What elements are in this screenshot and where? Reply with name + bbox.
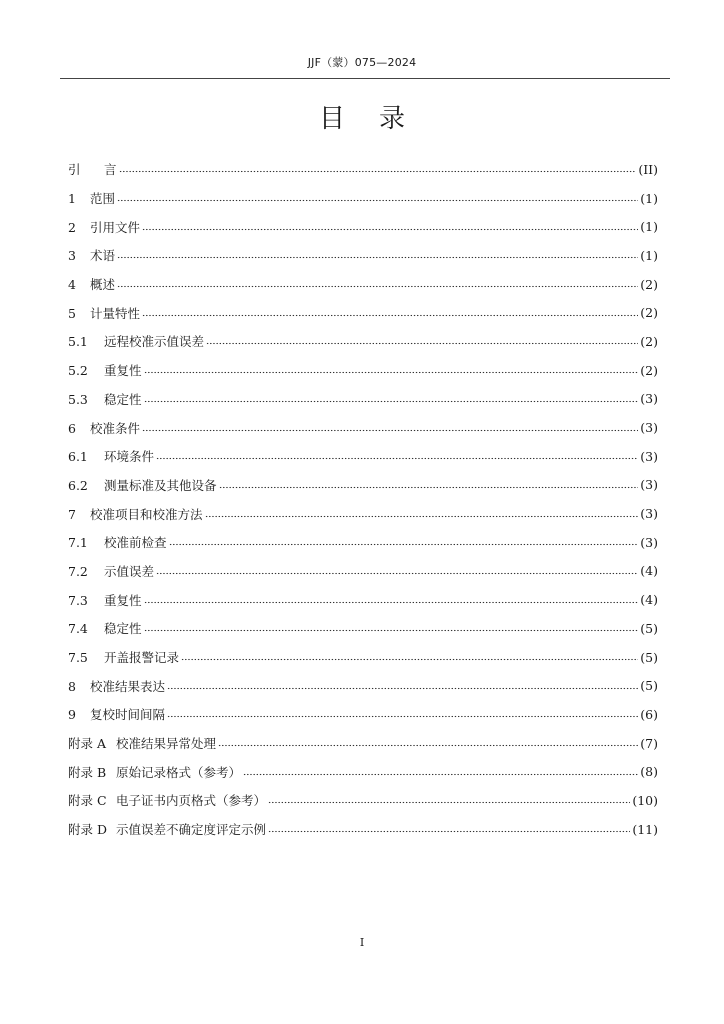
header-divider <box>60 78 670 79</box>
dot-leader <box>117 279 638 289</box>
dot-leader <box>218 738 638 748</box>
toc-entry-page: (10) <box>632 792 658 808</box>
toc-entry[interactable] <box>68 557 658 586</box>
toc-entry[interactable] <box>68 700 658 729</box>
toc-entry-page: (1) <box>640 190 658 206</box>
toc-entry-title: 引用文件 <box>90 219 141 235</box>
toc-entry[interactable] <box>68 786 658 815</box>
dot-leader <box>144 623 639 633</box>
dot-leader <box>169 537 639 547</box>
toc-entry-label <box>68 275 115 293</box>
toc-entry-number: 3 <box>68 248 76 264</box>
toc-entry-label <box>68 791 266 809</box>
toc-entry-title: 复校时间间隔 <box>90 707 166 723</box>
toc-entry-label <box>68 820 266 838</box>
dot-leader <box>144 595 639 605</box>
toc-entry-title: 校准项目和校准方法 <box>90 506 203 522</box>
dot-leader <box>219 480 639 490</box>
toc-entry-title: 测量标准及其他设备 <box>104 477 217 493</box>
toc-entry[interactable] <box>68 729 658 758</box>
toc-entry-title: 校准结果表达 <box>90 678 166 694</box>
toc-entry[interactable] <box>68 757 658 786</box>
dot-leader <box>268 824 630 834</box>
dot-leader <box>119 164 637 174</box>
dot-leader <box>156 451 638 461</box>
toc-entry[interactable] <box>68 643 658 672</box>
toc-entry-label <box>68 677 165 695</box>
dot-leader <box>144 365 639 375</box>
dot-leader <box>181 652 638 662</box>
dot-leader <box>142 423 638 433</box>
toc-entry-number: 6 <box>68 420 76 436</box>
toc-entry-title: 校准前检查 <box>104 535 167 551</box>
toc-entry-title: 言 <box>104 162 117 178</box>
toc-entry-title: 校准结果异常处理 <box>116 736 217 752</box>
toc-entry-number: 7.2 <box>68 563 88 579</box>
toc-entry-number: 6.1 <box>68 449 88 465</box>
toc-entry-title: 示值误差不确定度评定示例 <box>116 822 267 838</box>
dot-leader <box>156 566 638 576</box>
dot-leader <box>243 767 638 777</box>
toc-entry-label <box>68 648 179 666</box>
toc-entry-title: 稳定性 <box>104 621 142 637</box>
toc-entry-number: 7.4 <box>68 621 88 637</box>
toc-entry-label <box>68 246 115 264</box>
toc-entry-label <box>68 505 203 523</box>
toc-entry-title: 电子证书内页格式（参考） <box>116 793 267 809</box>
toc-entry[interactable] <box>68 442 658 471</box>
toc-entry-title: 重复性 <box>104 592 142 608</box>
toc-entry-title: 范围 <box>90 191 116 207</box>
toc-entry-number: 附录 C <box>68 793 107 809</box>
toc-entry-page: (2) <box>640 362 658 378</box>
toc-entry-number: 附录 D <box>68 822 107 838</box>
toc-title: 目录 <box>318 104 439 134</box>
toc-entry-page: (5) <box>640 678 658 694</box>
toc-entry-label <box>68 476 217 494</box>
toc-entry-page: (3) <box>640 420 658 436</box>
toc-entry-number: 引 <box>68 162 81 178</box>
toc-entry[interactable] <box>68 413 658 442</box>
toc-entry-title: 校准条件 <box>90 420 141 436</box>
toc-entry-label <box>68 705 165 723</box>
toc-entry-number: 5 <box>68 305 76 321</box>
toc-entry-label <box>68 390 142 408</box>
toc-entry-number: 7.3 <box>68 592 88 608</box>
toc-entry-label <box>68 734 216 752</box>
dot-leader <box>142 222 638 232</box>
toc-entry-page: (4) <box>640 592 658 608</box>
toc-entry-number: 附录 A <box>68 736 107 752</box>
toc-entry[interactable] <box>68 241 658 270</box>
dot-leader <box>117 250 638 260</box>
toc-entry-title: 开盖报警记录 <box>104 650 180 666</box>
toc-entry[interactable] <box>68 270 658 299</box>
toc-entry-number: 7.1 <box>68 535 88 551</box>
toc-entry[interactable] <box>68 327 658 356</box>
toc-entry-number: 5.3 <box>68 391 88 407</box>
toc-entry-title: 远程校准示值误差 <box>104 334 205 350</box>
toc-entry[interactable] <box>68 815 658 844</box>
toc-entry-page: (3) <box>640 448 658 464</box>
dot-leader <box>117 193 638 203</box>
toc-entry-number: 附录 B <box>68 764 107 780</box>
toc-entry-page: (11) <box>632 821 658 837</box>
toc-entry-label <box>68 304 140 322</box>
toc-entry-label <box>68 160 117 178</box>
toc-entry[interactable] <box>68 155 658 184</box>
toc-entry[interactable] <box>68 614 658 643</box>
toc-entry[interactable] <box>68 499 658 528</box>
toc-entry-page: (5) <box>640 620 658 636</box>
toc-entry-label <box>68 533 167 551</box>
toc-entry-title: 环境条件 <box>104 449 155 465</box>
document-code: JJF（蒙）075—2024 <box>307 56 417 69</box>
toc-entry-page: (3) <box>640 534 658 550</box>
toc-entry-page: (3) <box>640 391 658 407</box>
toc-entry-label <box>68 361 142 379</box>
toc-entry-title: 示值误差 <box>104 563 155 579</box>
toc-entry[interactable] <box>68 528 658 557</box>
toc-entry-label <box>68 419 140 437</box>
toc-entry-number: 9 <box>68 707 76 723</box>
toc-entry-title: 概述 <box>90 277 116 293</box>
toc-entry-number: 2 <box>68 219 76 235</box>
dot-leader <box>167 681 638 691</box>
toc-entry-title: 稳定性 <box>104 391 142 407</box>
dot-leader <box>205 509 639 519</box>
toc-entry-number: 5.2 <box>68 363 88 379</box>
toc-entry-label <box>68 562 154 580</box>
toc-entry-page: (7) <box>640 735 658 751</box>
page-number: I <box>359 936 365 949</box>
toc-entry-title: 术语 <box>90 248 116 264</box>
toc-entry-page: (5) <box>640 649 658 665</box>
toc-entry-page: (3) <box>640 477 658 493</box>
toc-entry[interactable] <box>68 471 658 500</box>
toc-entry-page: (2) <box>640 333 658 349</box>
toc-entry-number: 7 <box>68 506 76 522</box>
toc-entry-title: 重复性 <box>104 363 142 379</box>
toc-entry-label <box>68 218 140 236</box>
toc-entry-label <box>68 619 142 637</box>
toc-entry-page: (1) <box>640 247 658 263</box>
toc-entry-number: 4 <box>68 277 76 293</box>
toc-entry[interactable] <box>68 212 658 241</box>
toc-entry-number: 7.5 <box>68 650 88 666</box>
toc-entry-page: (4) <box>640 563 658 579</box>
toc-entry-label <box>68 763 241 781</box>
toc-entry[interactable] <box>68 184 658 213</box>
toc-entry-number: 1 <box>68 191 76 207</box>
dot-leader <box>167 709 638 719</box>
dot-leader <box>144 394 639 404</box>
toc-entry-label <box>68 591 142 609</box>
toc-entry-number: 5.1 <box>68 334 88 350</box>
toc-entry[interactable] <box>68 385 658 414</box>
toc-entry-number: 8 <box>68 678 76 694</box>
toc-entry[interactable] <box>68 671 658 700</box>
toc-entry-label <box>68 332 204 350</box>
table-of-contents <box>68 155 658 844</box>
toc-entry-page: (6) <box>640 706 658 722</box>
toc-entry-label <box>68 447 154 465</box>
toc-entry-page: (II) <box>638 161 658 177</box>
dot-leader <box>206 336 638 346</box>
toc-entry-title: 计量特性 <box>90 305 141 321</box>
dot-leader <box>142 308 638 318</box>
toc-entry-page: (2) <box>640 305 658 321</box>
dot-leader <box>268 795 630 805</box>
toc-entry-number: 6.2 <box>68 477 88 493</box>
toc-entry[interactable] <box>68 585 658 614</box>
toc-entry-title: 原始记录格式（参考） <box>116 764 242 780</box>
toc-entry[interactable] <box>68 356 658 385</box>
toc-entry-page: (1) <box>640 219 658 235</box>
toc-entry-page: (3) <box>640 506 658 522</box>
toc-entry-page: (2) <box>640 276 658 292</box>
toc-entry[interactable] <box>68 298 658 327</box>
toc-entry-page: (8) <box>640 764 658 780</box>
toc-entry-label <box>68 189 115 207</box>
